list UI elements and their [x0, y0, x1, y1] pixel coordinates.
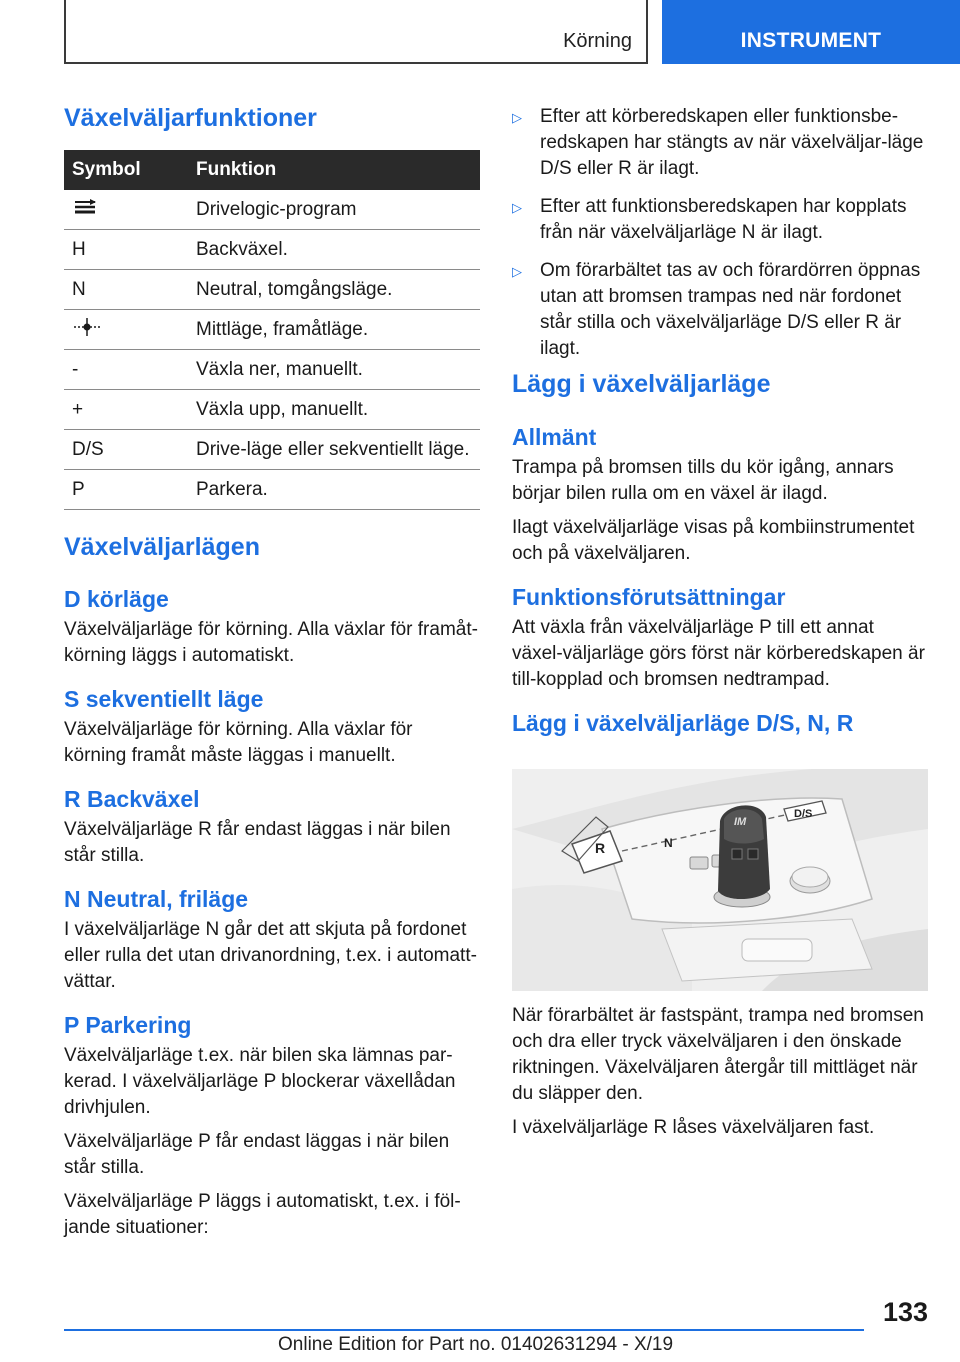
footer-edition: Online Edition for Part no. 01402631294 - X/19 [278, 1334, 674, 1355]
triangle-bullet-icon: ▷ [512, 264, 522, 279]
p-mode-text-3: Växelväljarläge P läggs i automatiskt, t.ex. i föl-jande situationer: [64, 1191, 461, 1238]
list-item [512, 194, 928, 246]
header-section-box [64, 0, 648, 64]
table-header-function: Funktion [196, 150, 480, 190]
table-header-symbol: Symbol [64, 150, 196, 190]
footer-divider [64, 1329, 864, 1331]
svg-text:IM: IM [734, 816, 747, 828]
table-cell-function: Backväxel. [196, 230, 480, 270]
list-item [512, 258, 928, 362]
p-mode-text-1: Växelväljarläge t.ex. när bilen ska lämnas par-kerad. I växelväljarläge P blockerar växellådan drivhjulen. [64, 1045, 456, 1118]
positions-list [64, 586, 480, 1241]
engage-dsnr-title: Lägg i växelväljarläge D/S, N, R [512, 710, 854, 736]
table-cell-function: Drivelogic-program [196, 190, 480, 230]
table-row [64, 230, 480, 270]
heading-functions: Växelväljarfunktioner [64, 104, 317, 132]
table-cell-symbol: N [64, 270, 196, 310]
triangle-bullet-icon: ▷ [512, 200, 522, 215]
header-section-label: Körning [563, 30, 632, 52]
after-illustration-text [512, 1003, 928, 1141]
requirements-text: Att växla från växelväljarläge P till ett annat växel-väljarläge görs först när körberedskapen är till-kopplad och bromsen nedtrampad. [512, 617, 925, 690]
table-cell-symbol [64, 190, 196, 230]
gear-selector-illustration [512, 769, 928, 991]
table-cell-function: Växla ner, manuellt. [196, 350, 480, 390]
table-row [64, 270, 480, 310]
after-text-1: När förarbältet är fastspänt, trampa ned bromsen och dra eller tryck växelväljaren i den önskade riktningen. Växelväljaren återgår till mittläget när du släpper den. [512, 1005, 924, 1104]
table-cell-function: Parkera. [196, 470, 480, 510]
table-cell-symbol: + [64, 390, 196, 430]
center-position-icon [72, 316, 102, 338]
drivelogic-icon [72, 197, 98, 217]
d-mode-title: D körläge [64, 586, 169, 612]
functions-table [64, 150, 480, 510]
r-mode-text: Växelväljarläge R får endast läggas i när bilen står stilla. [64, 819, 451, 866]
n-mode-title: N Neutral, friläge [64, 886, 249, 912]
table-cell-symbol: D/S [64, 430, 196, 470]
general-title: Allmänt [512, 424, 597, 450]
p-mode-title: P Parkering [64, 1012, 192, 1038]
bullet-text: Efter att körberedskapen eller funktionsbe-redskapen har stängts av när växelväljar-läge D/S eller R är ilagt. [540, 106, 924, 179]
general-text-1: Trampa på bromsen tills du kör igång, annars börjar bilen rulla om en växel är ilagd. [512, 457, 894, 504]
r-mode-title: R Backväxel [64, 786, 200, 812]
bullet-text: Om förarbältet tas av och förardörren öppnas utan att bromsen trampas ned när fordonet står stilla och växelväljarläge D/S eller R är ilagt. [540, 260, 921, 359]
d-mode-text: Växelväljarläge för körning. Alla växlar för framåt-körning läggs i automatiskt. [64, 619, 478, 666]
general-text-2: Ilagt växelväljarläge visas på kombiinstrumentet och på växelväljaren. [512, 517, 915, 564]
heading-positions: Växelväljarlägen [64, 533, 260, 561]
bullet-text: Efter att funktionsberedskapen har kopplats från när växelväljarläge N är ilagt. [540, 196, 907, 243]
table-row [64, 390, 480, 430]
table-cell-symbol: H [64, 230, 196, 270]
p-mode-text-2: Växelväljarläge P får endast läggas i när bilen står stilla. [64, 1131, 450, 1178]
after-text-2: I växelväljarläge R låses växelväljaren fast. [512, 1117, 875, 1138]
table-row [64, 310, 480, 350]
illus-n-label: N [664, 836, 673, 850]
illus-ds-label: D/S [794, 808, 813, 820]
page-number: 133 [882, 1297, 928, 1327]
table-row [64, 470, 480, 510]
requirements-title: Funktionsförutsättningar [512, 584, 786, 610]
table-cell-symbol [64, 310, 196, 350]
table-header-row [64, 150, 480, 190]
table-row [64, 350, 480, 390]
table-cell-function: Växla upp, manuellt. [196, 390, 480, 430]
table-cell-function: Drive-läge eller sekventiellt läge. [196, 430, 480, 470]
list-item [512, 104, 928, 182]
header-chapter-tab[interactable]: INSTRUMENT [662, 0, 960, 64]
illus-r-label: R [595, 840, 606, 856]
situation-bullets [512, 104, 928, 374]
table-cell-symbol: P [64, 470, 196, 510]
engage-section [512, 424, 928, 737]
table-cell-function: Neutral, tomgångsläge. [196, 270, 480, 310]
table-cell-function: Mittläge, framåtläge. [196, 310, 480, 350]
heading-engage: Lägg i växelväljarläge [512, 370, 771, 398]
s-mode-text: Växelväljarläge för körning. Alla växlar för körning framåt måste läggas i manuellt. [64, 719, 413, 766]
table-row [64, 430, 480, 470]
table-cell-symbol: - [64, 350, 196, 390]
triangle-bullet-icon: ▷ [512, 110, 522, 125]
table-row [64, 190, 480, 230]
s-mode-title: S sekventiellt läge [64, 686, 264, 712]
n-mode-text: I växelväljarläge N går det att skjuta på fordonet eller rulla det utan drivanordning, t.ex. i automatt-vättar. [64, 919, 477, 992]
